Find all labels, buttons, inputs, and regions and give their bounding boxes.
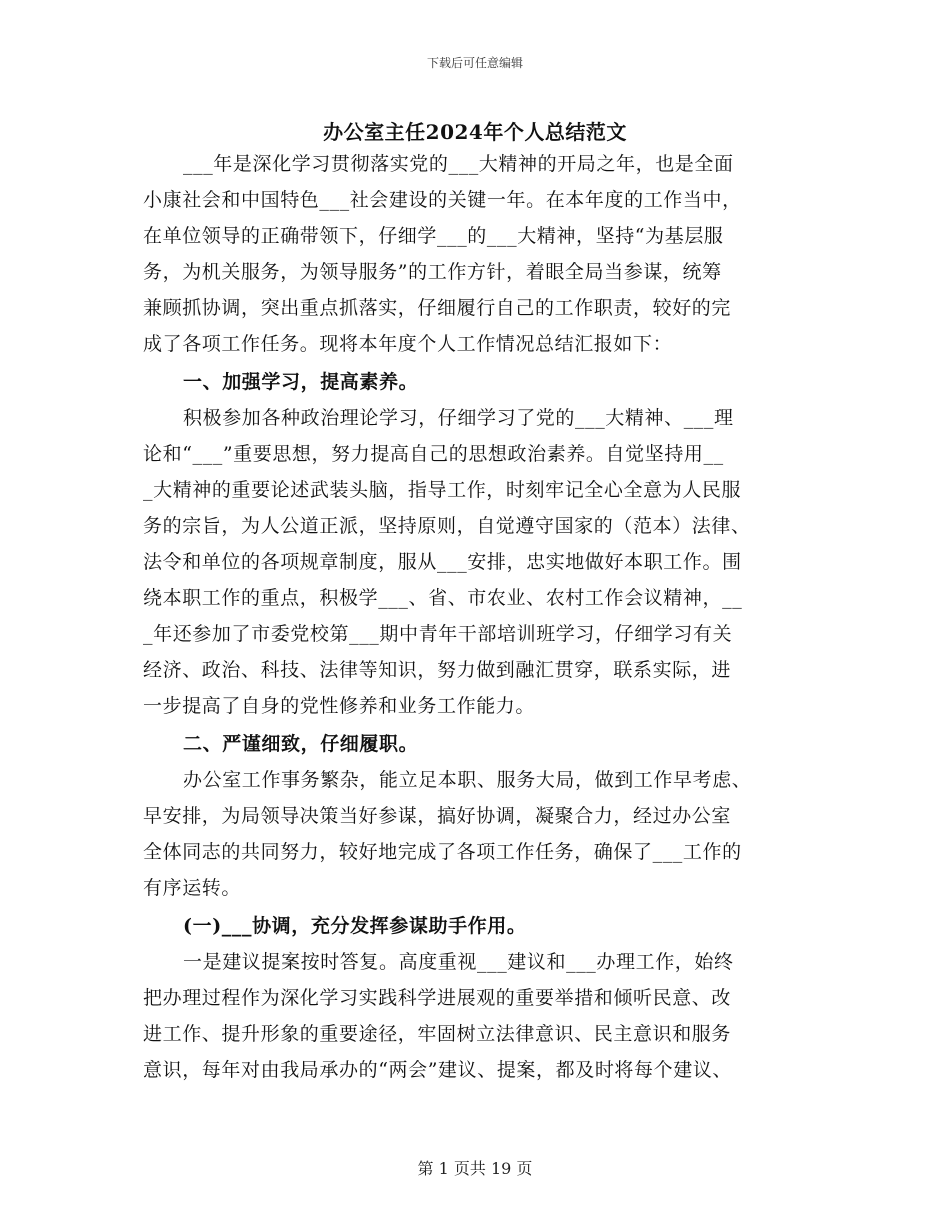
paragraph-line: ___年是深化学习贯彻落实党的___大精神的开局之年，也是全面	[183, 153, 734, 175]
paragraph-line: 进工作、提升形象的重要途径，牢固树立法律意识、民主意识和服务	[143, 1023, 732, 1045]
paragraph-line: 成了各项工作任务。现将本年度个人工作情况总结汇报如下：	[143, 333, 673, 355]
paragraph-line: 早安排，为局领导决策当好参谋，搞好协调，凝聚合力，经过办公室	[143, 805, 732, 827]
paragraph-line: 一是建议提案按时答复。高度重视___建议和___办理工作，始终	[183, 951, 734, 973]
paragraph-line: _大精神的重要论述武装头脑，指导工作，时刻牢记全心全意为人民服	[143, 479, 742, 501]
paragraph-line: 有序运转。	[143, 877, 242, 899]
section-heading-2: 二、严谨细致，仔细履职。	[183, 733, 419, 755]
paragraph-line: 全体同志的共同努力，较好地完成了各项工作任务，确保了___工作的	[143, 841, 742, 863]
section-heading-1: 一、加强学习，提高素养。	[183, 371, 419, 393]
paragraph-line: 小康社会和中国特色___社会建设的关键一年。在本年度的工作当中，	[143, 189, 742, 211]
document-body	[143, 146, 808, 1088]
paragraph-line: 把办理过程作为深化学习实践科学进展观的重要举措和倾听民意、改	[143, 987, 732, 1009]
paragraph-line: _年还参加了市委党校第___期中青年干部培训班学习，仔细学习有关	[143, 623, 733, 645]
page-header-note: 下载后可任意编辑	[426, 56, 523, 70]
paragraph-line: 绕本职工作的重点，积极学___、省、市农业、农村工作会议精神，__	[143, 587, 743, 609]
paragraph-line: 经济、政治、科技、法律等知识，努力做到融汇贯穿，联系实际，进	[143, 659, 732, 681]
paragraph-line: 意识，每年对由我局承办的“两会”建议、提案，都及时将每个建议、	[143, 1059, 733, 1081]
paragraph-line: 办公室工作事务繁杂，能立足本职、服务大局，做到工作早考虑、	[183, 769, 752, 791]
paragraph-line: 务，为机关服务，为领导服务”的工作方针，着眼全局当参谋，统筹	[143, 261, 722, 283]
document-title: 办公室主任2024年个人总结范文	[323, 120, 627, 144]
paragraph-line: 在单位领导的正确带领下，仔细学___的___大精神，坚持“为基层服	[143, 225, 724, 247]
paragraph-line: 一步提高了自身的党性修养和业务工作能力。	[143, 695, 536, 717]
subsection-heading-1: (一)___协调，充分发挥参谋助手作用。	[183, 915, 527, 937]
paragraph-line: 论和“___”重要思想，努力提高自己的思想政治素养。自觉坚持用__	[143, 443, 724, 465]
paragraph-line: 法令和单位的各项规章制度，服从___安排，忠实地做好本职工作。围	[143, 551, 742, 573]
paragraph-line: 兼顾抓协调，突出重点抓落实，仔细履行自己的工作职责，较好的完	[143, 297, 732, 319]
paragraph-line: 务的宗旨，为人公道正派，坚持原则，自觉遵守国家的（范本）法律、	[143, 515, 751, 537]
page-number: 第 1 页共 19 页	[417, 1159, 533, 1178]
paragraph-line: 积极参加各种政治理论学习，仔细学习了党的___大精神、___理	[183, 407, 734, 429]
